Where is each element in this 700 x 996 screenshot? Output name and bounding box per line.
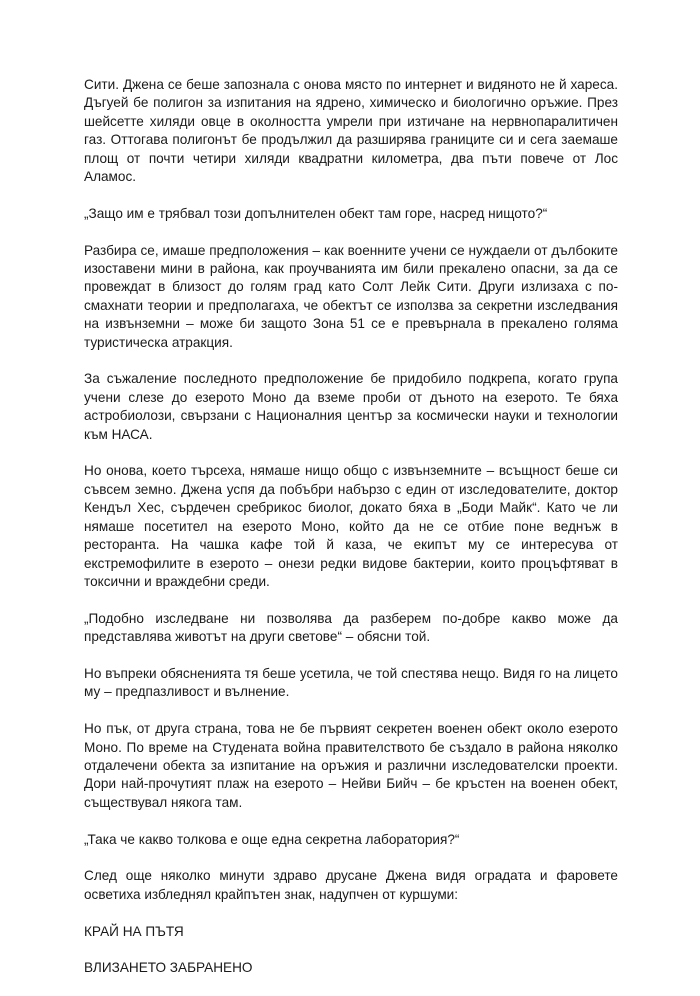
paragraph-4: За съжаление последното предположение бе придобило подкрепа, когато група учени слезе до езерото Моно да вземе проби от дъното на езерото. Те бяха астробиолози, свързани с Националния център за космически науки и технологии към НАСА. bbox=[84, 371, 618, 442]
sign-line-2: ВЛИЗАНЕТО ЗАБРАНЕНО bbox=[84, 960, 253, 976]
paragraph-5: Но онова, което търсеха, нямаше нищо общо с извънземните – всъщност беше си съвсем земно. Джена успя да побъбри набързо с един от изследователите, доктор Кендъл Хес, сърдечен сребрикос биолог, докато бяха в „Боди Майк“. Като че ли нямаше посетител на езерото Моно, който да не се отбие поне веднъж в ресторанта. На чашка кафе той й каза, че екипът му се интересува от екстремофилите в езерото – онези редки видове бактерии, които процъфтяват в токсични и враждебни среди. bbox=[84, 463, 618, 589]
paragraph-1: Сити. Джена се беше запознала с онова място по интернет и видяното не й хареса. Дъгуей бе полигон за изпитания на ядрено, химическо и биологично оръжие. През шейсетте хиляди овце в околността умрели при изтичане на нервнопаралитичен газ. Оттогава полигонът бе продължил да разширява границите си и сега заемаше площ от почти четири хиляди квадратни километра, два пъти повече от Лос Аламос. bbox=[84, 77, 618, 185]
paragraph-10: След още няколко минути здраво друсане Джена видя оградата и фаровете осветиха избледнял крайпътен знак, надупчен от куршуми: bbox=[84, 868, 618, 902]
sign-line-1: КРАЙ НА ПЪТЯ bbox=[84, 923, 184, 939]
document-body bbox=[84, 76, 618, 996]
paragraph-7: Но въпреки обясненията тя беше усетила, че той спестява нещо. Видя го на лицето му – предпазливост и вълнение. bbox=[84, 665, 618, 700]
paragraph-2: „Защо им е трябвал този допълнителен обект там горе, насред нищото?“ bbox=[84, 205, 548, 221]
paragraph-3: Разбира се, имаше предположения – как военните учени се нуждаели от дълбоките изоставени мини в района, как проучванията им били прекалено опасни, за да се провеждат в близост до голям град като Солт Лейк Сити. Други излизаха с по-смахнати теории и предполагаха, че обектът се използва за секретни изследвания на извънземни – може би защото Зона 51 се е превърнала в прекалено голяма туристическа атракция. bbox=[84, 242, 618, 350]
paragraph-8: Но пък, от друга страна, това не бе първият секретен военен обект около езерото Моно. По време на Студената война правителството бе създало в района няколко отдалечени обекта за изпитание на оръжия и различни изследователски проекти. Дори най-прочутият плаж на езерото – Нейви Бийч – бе кръстен на военен обект, съществувал някога там. bbox=[84, 721, 618, 810]
paragraph-6: „Подобно изследване ни позволява да разберем по-добре какво може да представлява животът на други светове“ – обясни той. bbox=[84, 610, 618, 645]
paragraph-9: „Така че какво толкова е още една секретна лаборатория?“ bbox=[84, 831, 460, 847]
